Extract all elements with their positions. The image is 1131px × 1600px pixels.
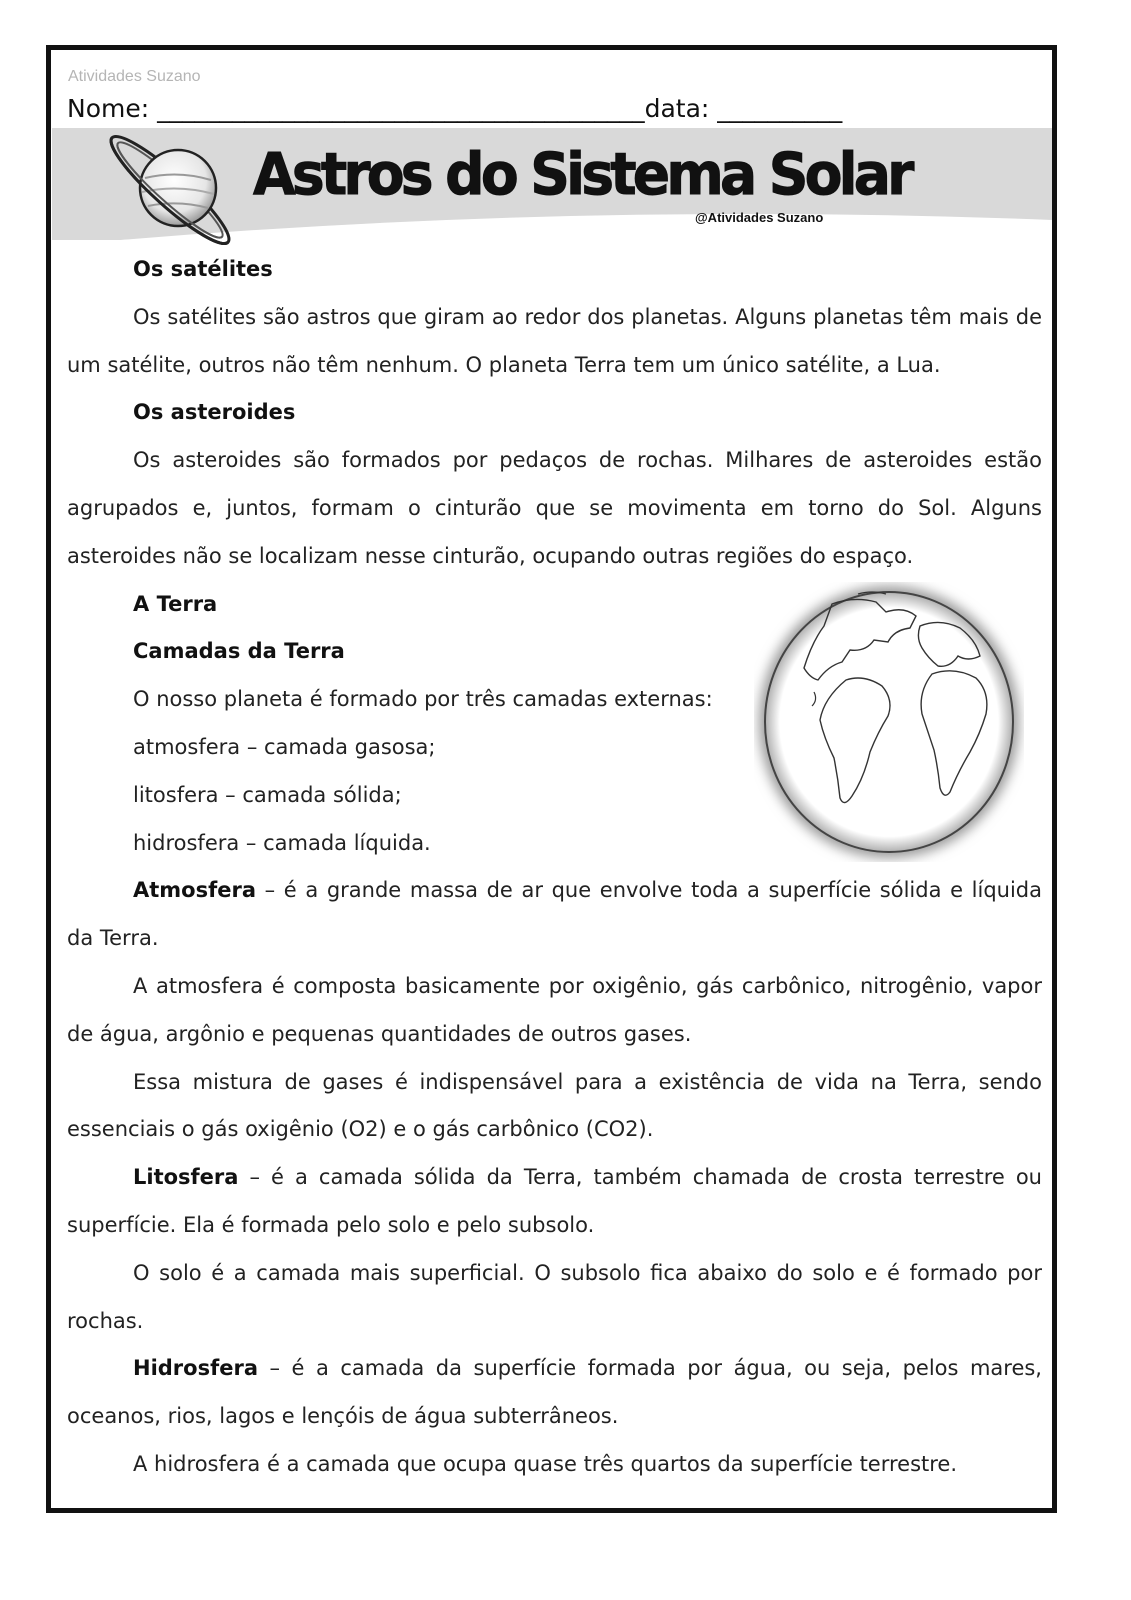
paragraph-atmosphere-definition [67, 867, 1042, 963]
paragraph-soil: O solo é a camada mais superficial. O subsolo fica abaixo do solo e é formado por rochas. [67, 1260, 1042, 1333]
watermark: Atividades Suzano [68, 68, 201, 85]
paragraph-lithosphere-definition [67, 1154, 1042, 1250]
paragraph-atmosphere-composition: A atmosfera é composta basicamente por oxigênio, gás carbônico, nitrogênio, vapor de água, argônio e pequenas quantidades de outros gases. [67, 973, 1042, 1046]
title-credit: @Atividades Suzano [695, 210, 824, 225]
document-body [67, 246, 1042, 1489]
name-date-line: Nome: _______________________________________data: __________ [67, 94, 843, 123]
definition-hydrosphere: – é a camada da superfície formada por água, ou seja, pelos mares, oceanos, rios, lagos e lençóis de água subterrâneos. [67, 1356, 1042, 1429]
layer-item: litosfera – camada sólida; [133, 782, 402, 807]
definition-atmosphere: – é a grande massa de ar que envolve toda a superfície sólida e líquida da Terra. [67, 878, 1042, 951]
layer-item: atmosfera – camada gasosa; [133, 734, 436, 759]
heading-earth: A Terra [133, 591, 218, 616]
term-lithosphere: Litosfera [133, 1165, 239, 1190]
earth-globe-icon [754, 582, 1024, 862]
layer-item: hidrosfera – camada líquida. [133, 830, 431, 855]
paragraph-atmosphere-gases: Essa mistura de gases é indispensável para a existência de vida na Terra, sendo essenciais o gás oxigênio (O2) e o gás carbônico (CO2). [67, 1069, 1042, 1142]
saturn-icon [90, 118, 250, 260]
heading-asteroids: Os asteroides [133, 400, 296, 425]
term-atmosphere: Atmosfera [133, 878, 257, 903]
paragraph-asteroids: Os asteroides são formados por pedaços de rochas. Milhares de asteroides estão agrupados e, juntos, formam o cinturão que se movimenta em torno do Sol. Alguns asteroides não se localizam nesse cinturão, ocupando outras regiões do espaço. [67, 448, 1042, 568]
heading-earth-layers: Camadas da Terra [133, 639, 345, 664]
paragraph-earth-intro: O nosso planeta é formado por três camadas externas: [133, 687, 713, 712]
page-title: Astros do Sistema Solar [253, 140, 911, 208]
paragraph-hydrosphere-coverage: A hidrosfera é a camada que ocupa quase três quartos da superfície terrestre. [133, 1451, 958, 1476]
definition-lithosphere: – é a camada sólida da Terra, também chamada de crosta terrestre ou superfície. Ela é formada pelo solo e pelo subsolo. [67, 1165, 1042, 1237]
paragraph-hydrosphere-definition [67, 1345, 1042, 1441]
term-hydrosphere: Hidrosfera [133, 1356, 258, 1381]
paragraph-satellites: Os satélites são astros que giram ao redor dos planetas. Alguns planetas têm mais de um satélite, outros não têm nenhum. O planeta Terra tem um único satélite, a Lua. [67, 304, 1042, 377]
heading-satellites: Os satélites [133, 257, 273, 281]
